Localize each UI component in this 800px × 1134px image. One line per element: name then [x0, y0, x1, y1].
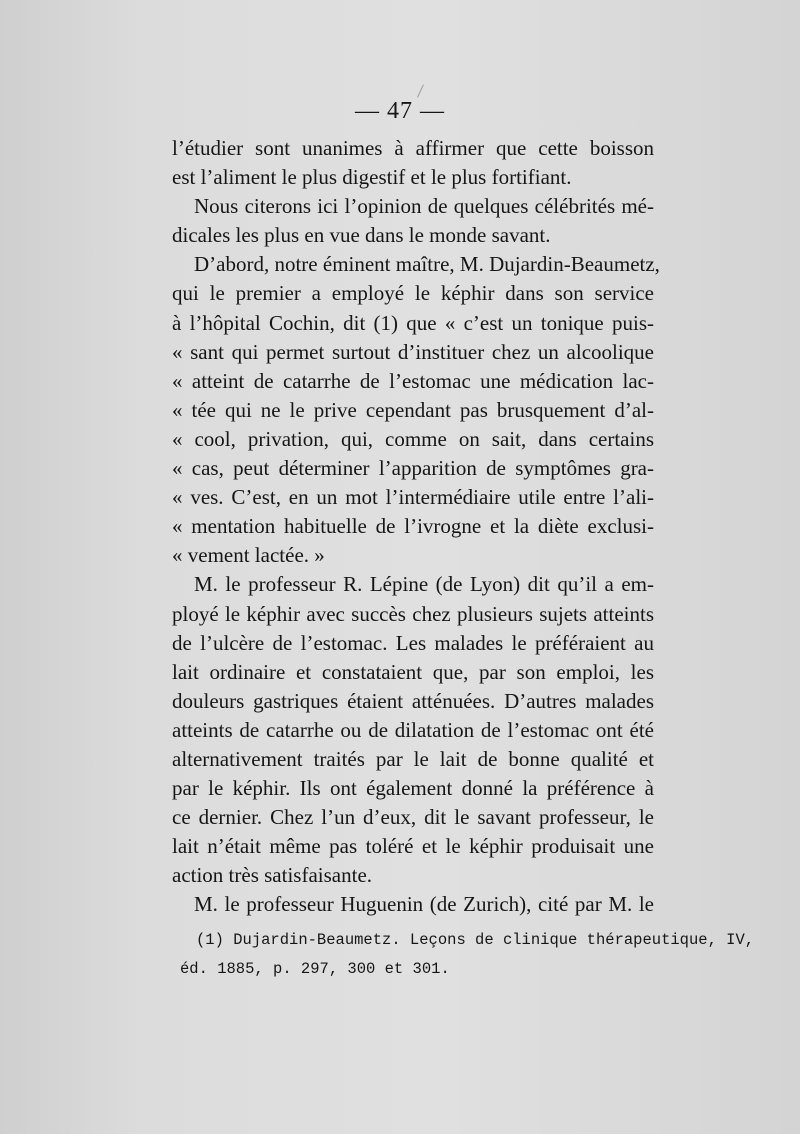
text-line: par le képhir. Ils ont également donné la préférence à [172, 776, 654, 801]
text-line: M. le professeur Huguenin (de Zurich), cité par M. le [194, 892, 654, 917]
text-line: action très satisfaisante. [172, 863, 373, 888]
text-line: douleurs gastriques étaient atténuées. D’autres malades [172, 688, 654, 713]
text-line: « cool, privation, qui, comme on sait, dans certains [172, 426, 654, 451]
text-line: M. le professeur R. Lépine (de Lyon) dit qu’il a em- [194, 572, 654, 597]
footnote [180, 926, 755, 984]
page-number: — 47 — [355, 98, 445, 124]
text-line: atteints de catarrhe ou de dilatation de l’estomac ont été [172, 717, 654, 742]
text-line: lait ordinaire et constataient que, par son emploi, les [172, 659, 654, 684]
text-line: « tée qui ne le prive cependant pas brusquement d’al- [172, 397, 654, 422]
text-line: qui le premier a employé le képhir dans son service [172, 281, 654, 306]
text-line: alternativement traités par le lait de bonne qualité et [172, 746, 654, 771]
text-line: est l’aliment le plus digestif et le plus fortifiant. [172, 165, 572, 190]
text-line: à l’hôpital Cochin, dit (1) que « c’est un tonique puis- [172, 310, 654, 335]
text-line: de l’ulcère de l’estomac. Les malades le préféraient au [172, 630, 654, 655]
text-line: lait n’était même pas toléré et le képhir produisait une [172, 834, 654, 859]
text-line: « atteint de catarrhe de l’estomac une médication lac- [172, 368, 654, 393]
text-line: « vement lactée. » [172, 543, 325, 568]
footnote-line: éd. 1885, p. 297, 300 et 301. [180, 960, 450, 978]
text-line: dicales les plus en vue dans le monde savant. [172, 223, 551, 248]
text-line: ployé le képhir avec succès chez plusieurs sujets atteints [172, 601, 654, 626]
footnote-line: (1) Dujardin-Beaumetz. Leçons de clinique thérapeutique, IV, [196, 931, 755, 949]
text-line: Nous citerons ici l’opinion de quelques célébrités mé- [194, 194, 654, 219]
text-line: « mentation habituelle de l’ivrogne et la diète exclusi- [172, 514, 654, 539]
text-line: « sant qui permet surtout d’instituer chez un alcoolique [172, 339, 654, 364]
text-line: « cas, peut déterminer l’apparition de symptômes gra- [172, 456, 654, 481]
text-line: D’abord, notre éminent maître, M. Dujardin-Beaumetz, [194, 252, 660, 277]
text-line: l’étudier sont unanimes à affirmer que cette boisson [172, 136, 654, 160]
text-line: ce dernier. Chez l’un d’eux, dit le savant professeur, le [172, 805, 654, 830]
body-text [172, 134, 660, 920]
text-line: « ves. C’est, en un mot l’intermédiaire utile entre l’ali- [172, 485, 654, 510]
